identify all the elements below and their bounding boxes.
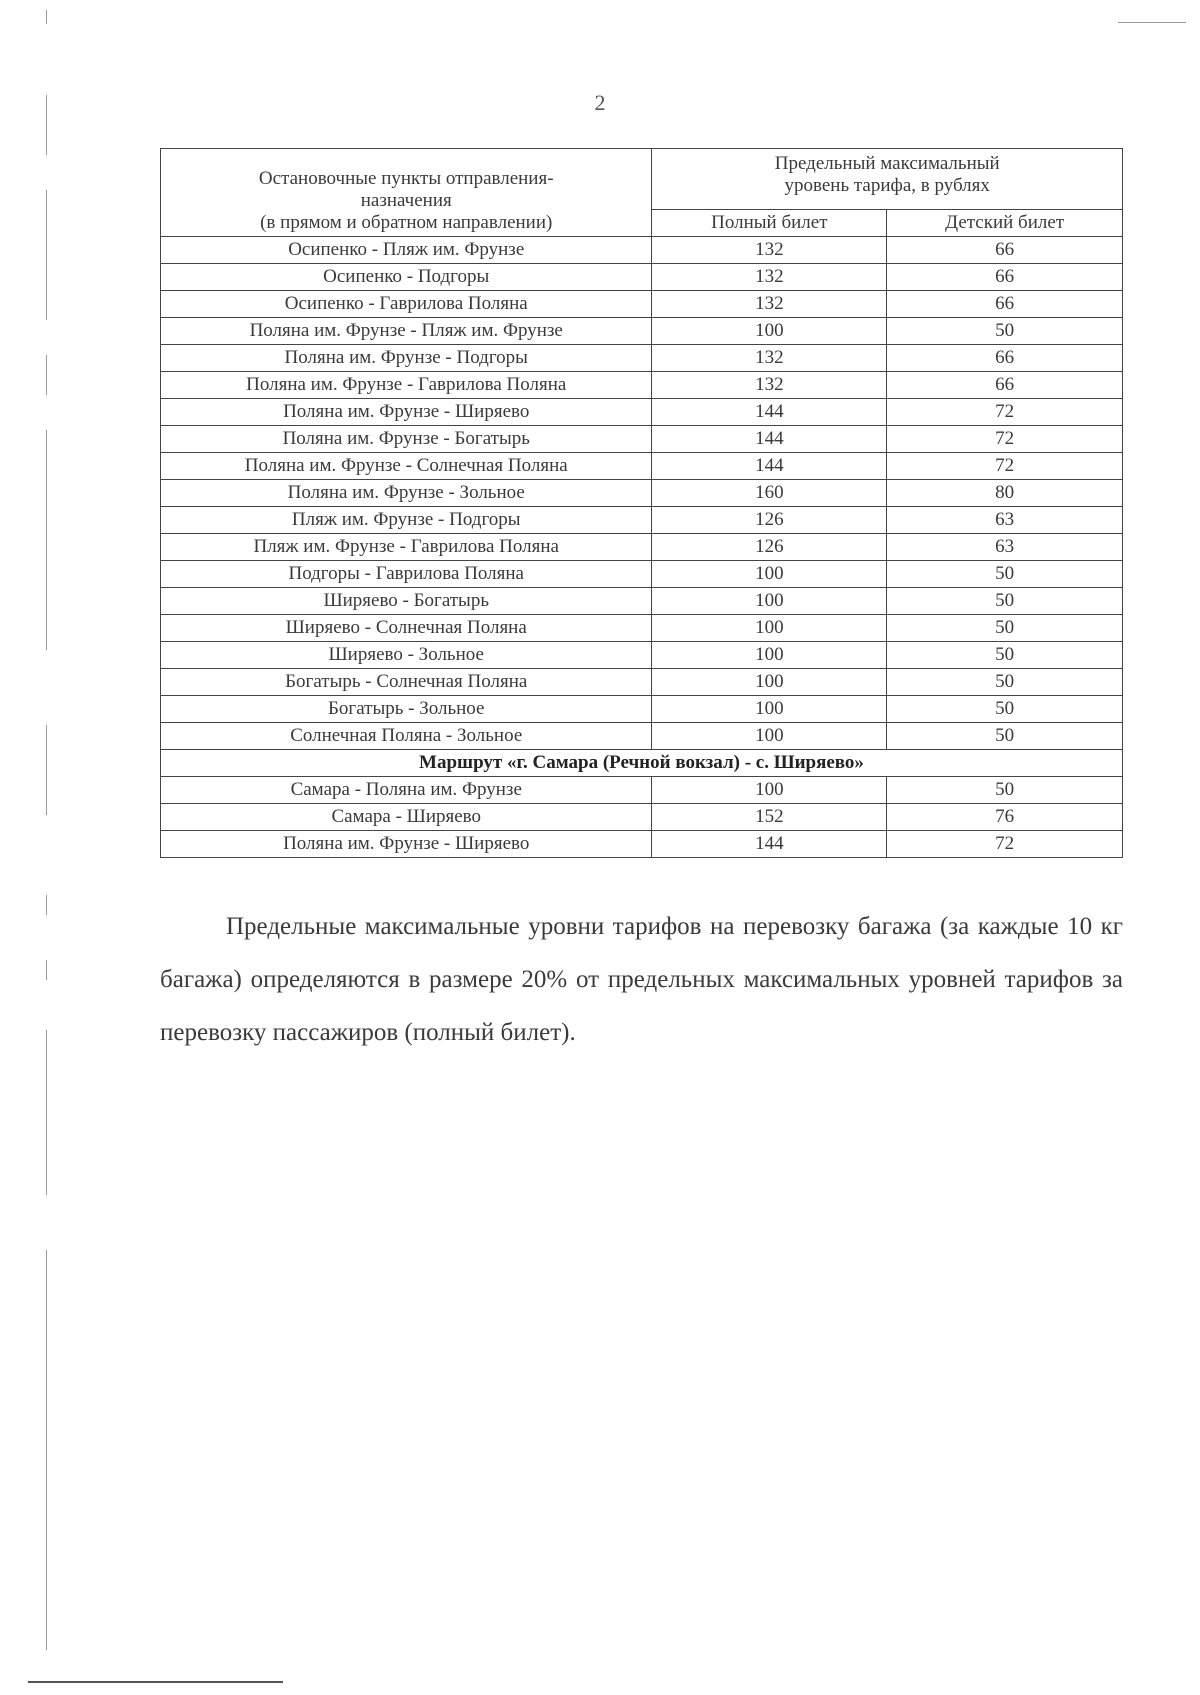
route-cell: Пляж им. Фрунзе - Подгоры	[161, 507, 652, 534]
tariff-table	[160, 148, 1123, 858]
full-ticket-cell: 100	[652, 642, 887, 669]
scan-edge-mark	[46, 355, 47, 395]
full-ticket-cell: 100	[652, 777, 887, 804]
full-ticket-cell: 100	[652, 723, 887, 750]
route-cell: Поляна им. Фрунзе - Подгоры	[161, 345, 652, 372]
table-row	[161, 804, 1123, 831]
route-cell: Поляна им. Фрунзе - Гаврилова Поляна	[161, 372, 652, 399]
route-cell: Ширяево - Богатырь	[161, 588, 652, 615]
route-cell: Поляна им. Фрунзе - Солнечная Поляна	[161, 453, 652, 480]
tariff-header-line: уровень тарифа, в рублях	[784, 174, 990, 196]
child-ticket-cell: 66	[887, 345, 1123, 372]
full-ticket-header: Полный билет	[652, 210, 887, 237]
route-cell: Самара - Поляна им. Фрунзе	[161, 777, 652, 804]
table-row	[161, 507, 1123, 534]
child-ticket-cell: 63	[887, 534, 1123, 561]
scan-edge-mark	[46, 430, 47, 650]
route-column-header	[161, 149, 652, 237]
route-cell: Поляна им. Фрунзе - Зольное	[161, 480, 652, 507]
full-ticket-cell: 126	[652, 534, 887, 561]
table-body	[161, 237, 1123, 750]
section-title: Маршрут «г. Самара (Речной вокзал) - с. Ширяево»	[161, 750, 1123, 777]
scan-edge-mark	[46, 960, 47, 980]
table-row	[161, 345, 1123, 372]
full-ticket-cell: 144	[652, 453, 887, 480]
section-header-row	[161, 750, 1123, 777]
child-ticket-cell: 50	[887, 561, 1123, 588]
route-cell: Ширяево - Солнечная Поляна	[161, 615, 652, 642]
child-ticket-cell: 66	[887, 372, 1123, 399]
full-ticket-cell: 132	[652, 264, 887, 291]
route-cell: Ширяево - Зольное	[161, 642, 652, 669]
child-ticket-cell: 72	[887, 399, 1123, 426]
child-ticket-cell: 80	[887, 480, 1123, 507]
child-ticket-cell: 50	[887, 642, 1123, 669]
full-ticket-cell: 100	[652, 669, 887, 696]
route-cell: Осипенко - Пляж им. Фрунзе	[161, 237, 652, 264]
child-ticket-cell: 50	[887, 669, 1123, 696]
full-ticket-cell: 144	[652, 426, 887, 453]
tariff-header-line: Предельный максимальный	[774, 153, 1000, 174]
full-ticket-cell: 132	[652, 345, 887, 372]
table-row	[161, 588, 1123, 615]
child-ticket-cell: 72	[887, 426, 1123, 453]
child-ticket-cell: 66	[887, 237, 1123, 264]
table-row	[161, 372, 1123, 399]
table-row	[161, 318, 1123, 345]
scan-edge-mark	[46, 725, 47, 815]
table-row	[161, 426, 1123, 453]
scan-edge-mark	[46, 1030, 47, 1195]
full-ticket-cell: 100	[652, 696, 887, 723]
full-ticket-cell: 144	[652, 831, 887, 858]
full-ticket-cell: 100	[652, 615, 887, 642]
full-ticket-cell: 100	[652, 561, 887, 588]
full-ticket-cell: 144	[652, 399, 887, 426]
child-ticket-cell: 76	[887, 804, 1123, 831]
table-row	[161, 399, 1123, 426]
scan-edge-mark	[28, 1681, 283, 1683]
scan-edge-mark	[46, 1250, 47, 1650]
route-cell: Пляж им. Фрунзе - Гаврилова Поляна	[161, 534, 652, 561]
route-cell: Поляна им. Фрунзе - Пляж им. Фрунзе	[161, 318, 652, 345]
route-cell: Поляна им. Фрунзе - Ширяево	[161, 831, 652, 858]
table-header	[161, 149, 1123, 237]
child-ticket-cell: 66	[887, 291, 1123, 318]
table-row	[161, 615, 1123, 642]
full-ticket-cell: 126	[652, 507, 887, 534]
route-cell: Богатырь - Зольное	[161, 696, 652, 723]
table-row	[161, 723, 1123, 750]
table-row	[161, 777, 1123, 804]
table-row	[161, 534, 1123, 561]
child-ticket-cell: 50	[887, 318, 1123, 345]
child-ticket-cell: 72	[887, 453, 1123, 480]
table-row	[161, 831, 1123, 858]
full-ticket-cell: 132	[652, 372, 887, 399]
route-cell: Осипенко - Подгоры	[161, 264, 652, 291]
full-ticket-cell: 132	[652, 291, 887, 318]
scan-edge-mark	[46, 190, 47, 320]
route-header-line: (в прямом и обратном направлении)	[260, 212, 553, 234]
tariff-column-header	[652, 149, 1123, 210]
table-row	[161, 669, 1123, 696]
child-ticket-cell: 50	[887, 615, 1123, 642]
table-row	[161, 264, 1123, 291]
table-row	[161, 696, 1123, 723]
route-cell: Осипенко - Гаврилова Поляна	[161, 291, 652, 318]
table-row	[161, 642, 1123, 669]
child-ticket-cell: 72	[887, 831, 1123, 858]
baggage-note: Предельные максимальные уровни тарифов на перевозку багажа (за каждые 10 кг багажа) определяются в размере 20% от предельных максимальных уровней тарифов за перевозку пассажиров (полный билет).	[160, 913, 1123, 1046]
child-ticket-cell: 66	[887, 264, 1123, 291]
child-ticket-header: Детский билет	[887, 210, 1123, 237]
route-cell: Поляна им. Фрунзе - Ширяево	[161, 399, 652, 426]
child-ticket-cell: 50	[887, 696, 1123, 723]
table-row	[161, 291, 1123, 318]
child-ticket-cell: 63	[887, 507, 1123, 534]
route-header-line: назначения	[360, 190, 452, 212]
child-ticket-cell: 50	[887, 723, 1123, 750]
section-body	[161, 750, 1123, 858]
full-ticket-cell: 100	[652, 588, 887, 615]
child-ticket-cell: 50	[887, 777, 1123, 804]
full-ticket-cell: 152	[652, 804, 887, 831]
route-cell: Самара - Ширяево	[161, 804, 652, 831]
scan-edge-mark	[46, 895, 47, 915]
route-cell: Солнечная Поляна - Зольное	[161, 723, 652, 750]
route-cell: Подгоры - Гаврилова Поляна	[161, 561, 652, 588]
child-ticket-cell: 50	[887, 588, 1123, 615]
full-ticket-cell: 160	[652, 480, 887, 507]
table-row	[161, 453, 1123, 480]
full-ticket-cell: 132	[652, 237, 887, 264]
table-row	[161, 237, 1123, 264]
table-row	[161, 480, 1123, 507]
scan-edge-mark	[1118, 22, 1186, 23]
full-ticket-cell: 100	[652, 318, 887, 345]
page-number: 2	[594, 90, 606, 115]
route-cell: Поляна им. Фрунзе - Богатырь	[161, 426, 652, 453]
table-row	[161, 561, 1123, 588]
scan-edge-mark	[46, 10, 47, 24]
route-cell: Богатырь - Солнечная Поляна	[161, 669, 652, 696]
route-header-line: Остановочные пункты отправления-	[258, 168, 554, 190]
